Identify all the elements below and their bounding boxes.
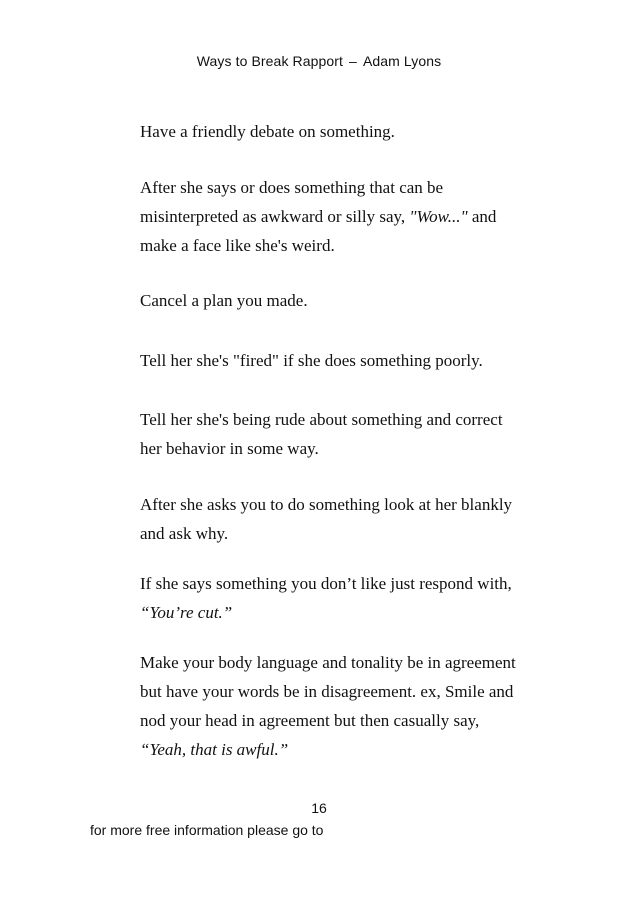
paragraph-line: Cancel a plan you made. (140, 291, 308, 310)
paragraph-line: but have your words be in disagreement. ex, Smile and (140, 682, 514, 701)
tip-paragraph-2 (140, 173, 560, 260)
paragraph-line: After she asks you to do something look at her blankly (140, 495, 513, 514)
paragraph-line: Tell her she's "fired" if she does something poorly. (140, 351, 483, 370)
paragraph-line: Make your body language and tonality be in agreement (140, 653, 516, 672)
paragraph-line: Tell her she's being rude about something and correct (140, 410, 503, 429)
tip-paragraph-1 (140, 117, 560, 146)
paragraph-line-text: misinterpreted as awkward or silly say, (140, 207, 410, 226)
tip-paragraph-3 (140, 286, 560, 315)
quote-text: “Yeah, that is awful.” (140, 740, 289, 759)
tip-paragraph-5 (140, 405, 560, 463)
tip-paragraph-8 (140, 648, 560, 764)
tip-paragraph-4 (140, 346, 560, 375)
paragraph-line: Have a friendly debate on something. (140, 122, 395, 141)
paragraph-line: and ask why. (140, 524, 229, 543)
footer-text: for more free information please go to (90, 822, 324, 838)
paragraph-line-with-quote (140, 202, 560, 231)
paragraph-line: nod your head in agreement but then casually say, (140, 711, 480, 730)
quote-text: "Wow..." (409, 207, 468, 226)
paragraph-line: If she says something you don’t like just respond with, (140, 574, 512, 593)
paragraph-line: her behavior in some way. (140, 439, 319, 458)
page-header (0, 53, 638, 69)
header-author: Adam Lyons (362, 53, 442, 69)
tip-paragraph-7 (140, 569, 560, 627)
header-title: Ways to Break Rapport (196, 53, 344, 69)
paragraph-line: make a face like she's weird. (140, 236, 335, 255)
paragraph-line: After she says or does something that can be (140, 178, 444, 197)
header-separator: – (349, 53, 357, 69)
tip-paragraph-6 (140, 490, 560, 548)
paragraph-line-text: and (467, 207, 497, 226)
quote-text: “You’re cut.” (140, 603, 233, 622)
page-number: 16 (311, 800, 327, 816)
